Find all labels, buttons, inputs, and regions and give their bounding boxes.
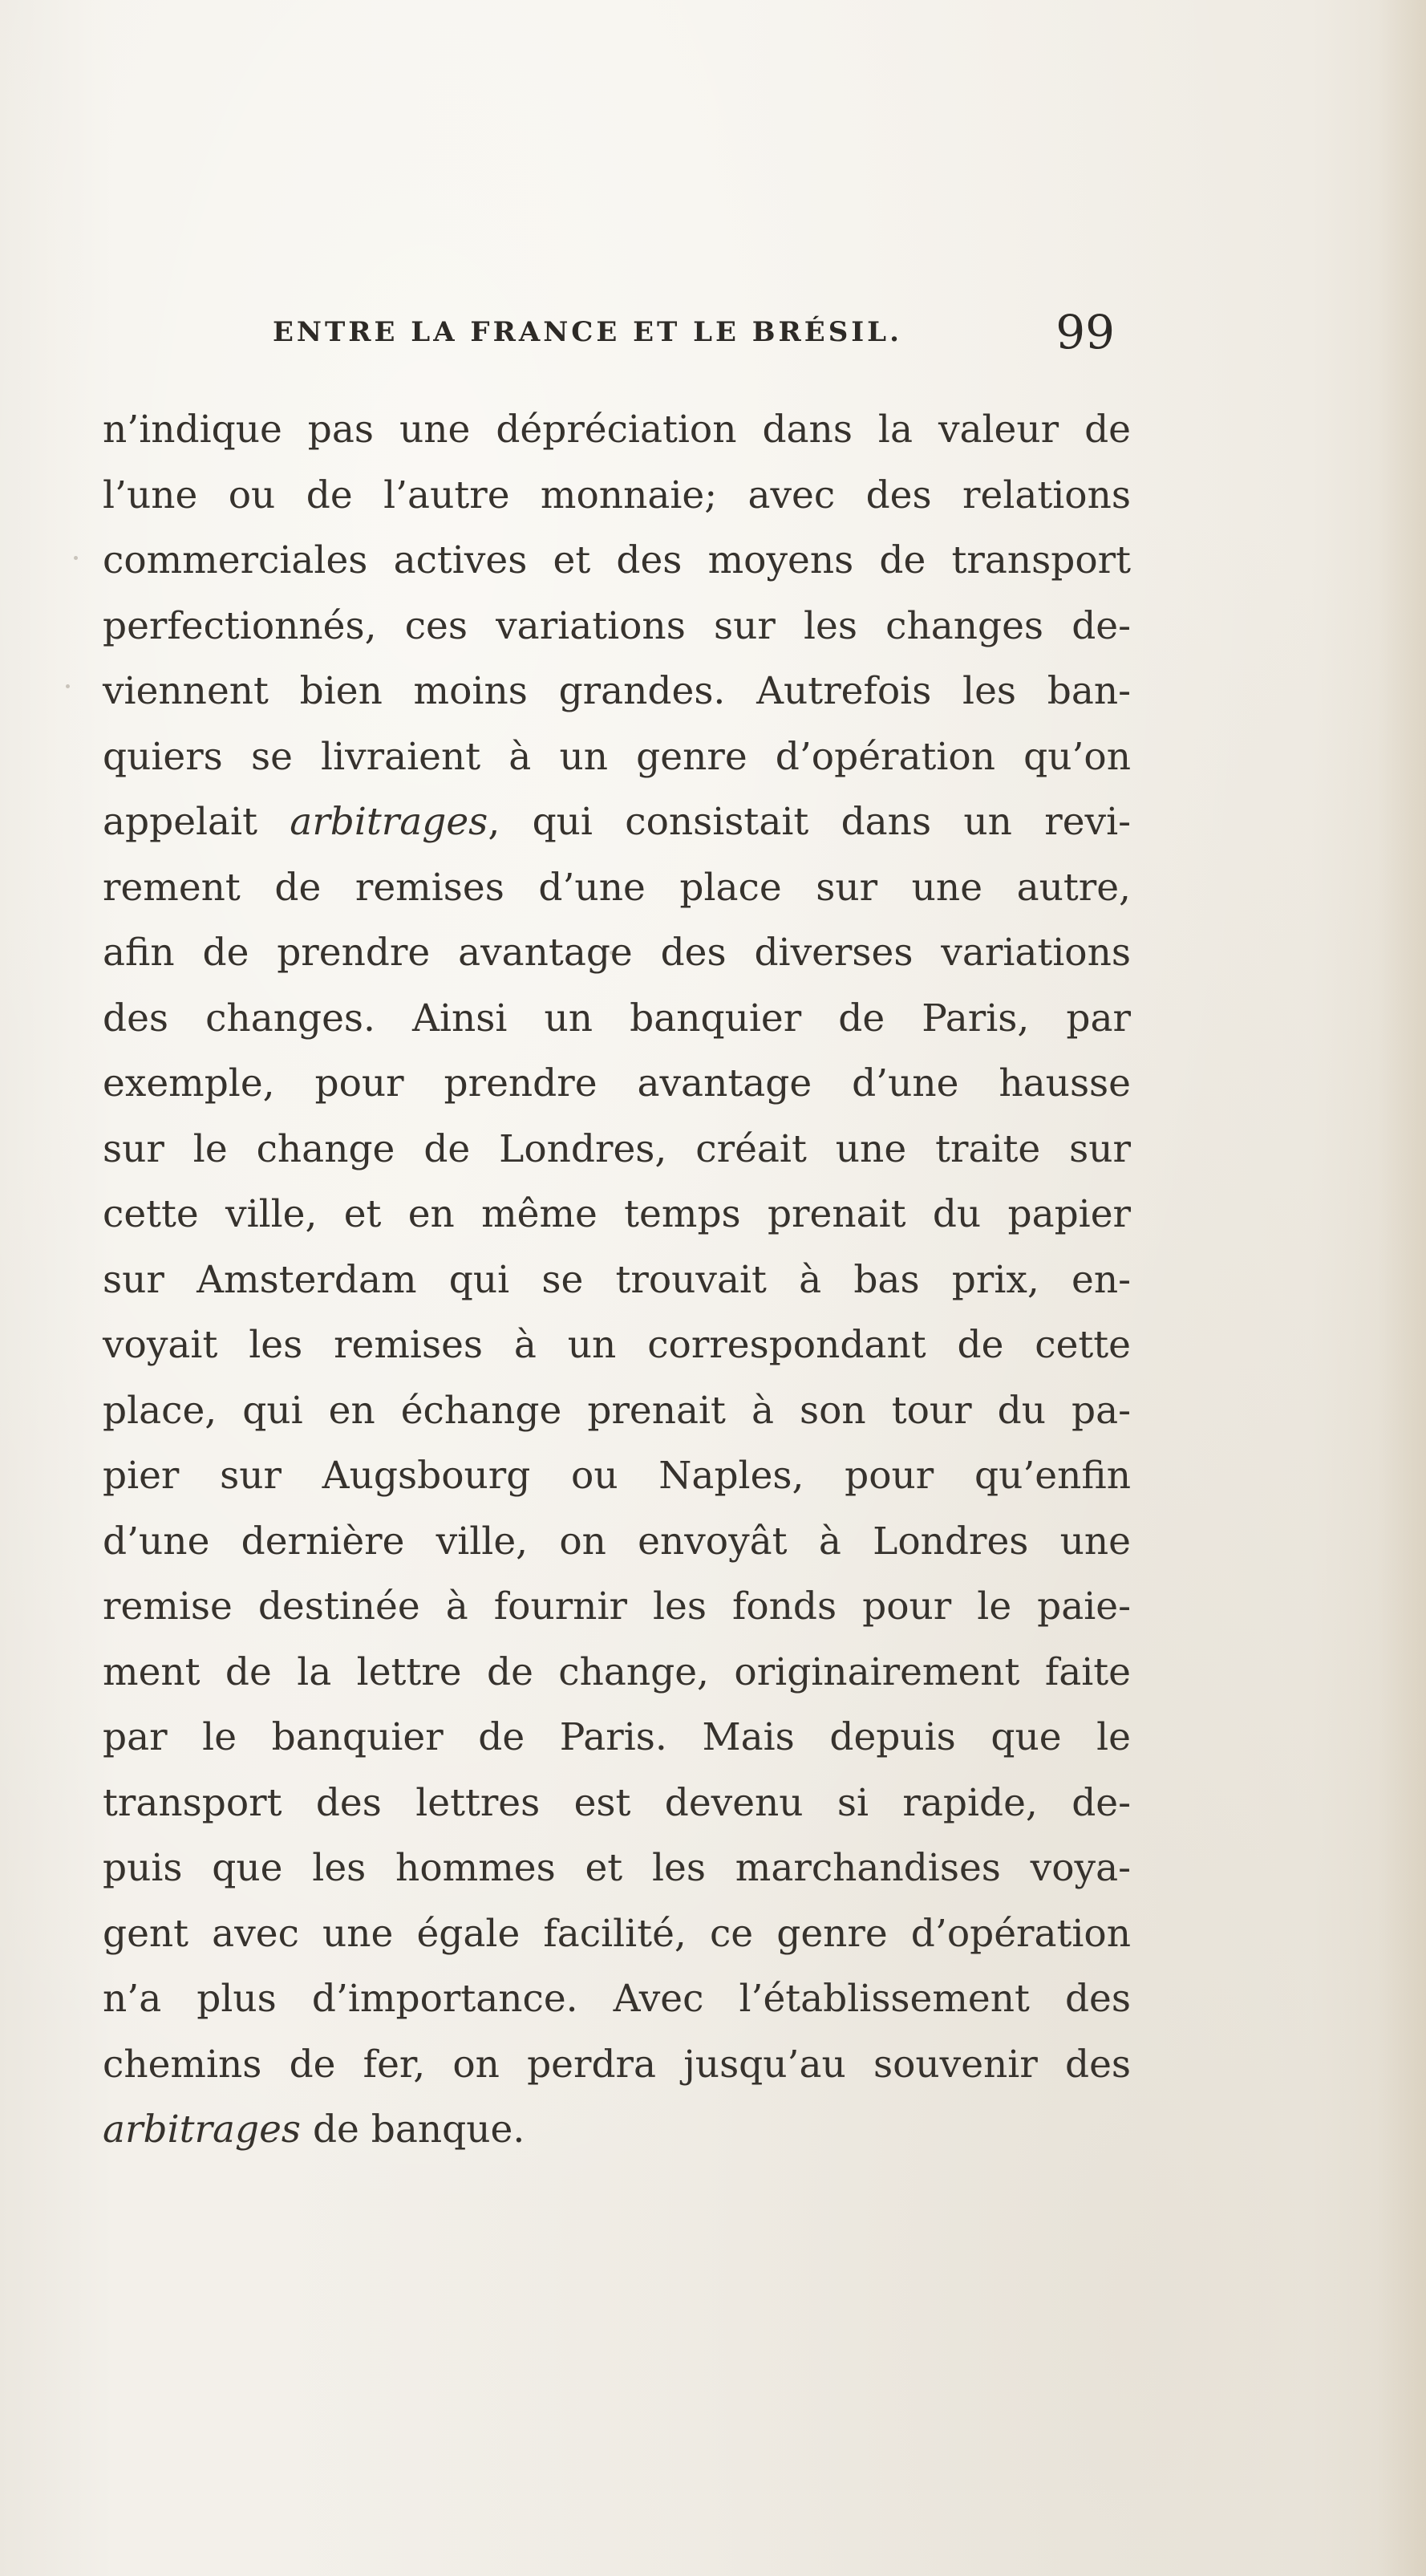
italic-term: arbitrages bbox=[290, 800, 488, 844]
text-line bbox=[103, 1509, 1131, 1575]
text-line bbox=[103, 1771, 1131, 1836]
running-head bbox=[273, 305, 1155, 369]
text-line bbox=[103, 1117, 1131, 1183]
paper-speck bbox=[66, 684, 70, 688]
text-line bbox=[103, 1182, 1131, 1247]
text-segment: commerciales actives et des moyens de transport bbox=[103, 538, 1131, 582]
text-segment: viennent bien moins grandes. Autrefois les ban- bbox=[103, 669, 1131, 713]
text-segment: chemins de fer, on perdra jusqu’au souvenir des bbox=[103, 2042, 1131, 2087]
text-segment: ment de la lettre de change, originairement faite bbox=[103, 1649, 1131, 1694]
text-line bbox=[103, 659, 1131, 724]
text-line bbox=[103, 1574, 1131, 1640]
text-segment: quiers se livraient à un genre d’opération qu’on bbox=[103, 734, 1131, 779]
text-line bbox=[103, 920, 1131, 986]
text-line bbox=[103, 1378, 1131, 1444]
text-line bbox=[103, 1640, 1131, 1706]
text-line bbox=[103, 1966, 1131, 2032]
text-segment: par le banquier de Paris. Mais depuis que le bbox=[103, 1715, 1131, 1759]
text-segment: appelait bbox=[103, 800, 290, 844]
text-line bbox=[103, 986, 1131, 1052]
text-line bbox=[103, 1247, 1131, 1313]
italic-term: arbitrages bbox=[103, 2107, 302, 2152]
text-segment: place, qui en échange prenait à son tour du pa- bbox=[103, 1388, 1131, 1433]
text-segment: n’a plus d’importance. Avec l’établissement des bbox=[103, 1977, 1131, 2021]
text-line bbox=[103, 789, 1131, 855]
text-segment: rement de remises d’une place sur une autre, bbox=[103, 865, 1131, 910]
text-line bbox=[103, 724, 1131, 790]
text-segment: remise destinée à fournir les fonds pour le paie- bbox=[103, 1584, 1131, 1629]
text-segment: de banque. bbox=[301, 2107, 525, 2152]
text-segment: exemple, pour prendre avantage d’une hausse bbox=[103, 1061, 1131, 1105]
text-segment: des changes. Ainsi un banquier de Paris, par bbox=[103, 996, 1131, 1041]
text-line bbox=[103, 1836, 1131, 1901]
running-title: ENTRE LA FRANCE ET LE BRÉSIL. bbox=[273, 316, 902, 348]
page-edge-shadow bbox=[1378, 0, 1426, 2576]
text-segment: n’indique pas une dépréciation dans la valeur de bbox=[103, 408, 1131, 452]
text-segment: l’une ou de l’autre monnaie; avec des relations bbox=[103, 473, 1131, 517]
text-line bbox=[103, 2097, 1131, 2163]
text-segment: voyait les remises à un correspondant de cette bbox=[103, 1323, 1131, 1367]
text-line bbox=[103, 1051, 1131, 1117]
text-segment: cette ville, et en même temps prenait du papier bbox=[103, 1192, 1131, 1236]
text-segment: , qui consistait dans un revi- bbox=[488, 800, 1131, 844]
text-segment: sur le change de Londres, créait une traite sur bbox=[103, 1126, 1131, 1171]
page-number: 99 bbox=[1055, 305, 1115, 359]
text-line bbox=[103, 397, 1131, 463]
paper-speck bbox=[74, 556, 78, 560]
text-line bbox=[103, 1901, 1131, 1967]
text-line bbox=[103, 463, 1131, 529]
text-line bbox=[103, 1705, 1131, 1771]
paper-speck bbox=[610, 951, 614, 955]
text-segment: perfectionnés, ces variations sur les changes de- bbox=[103, 603, 1131, 648]
text-line bbox=[103, 528, 1131, 594]
text-line bbox=[103, 1312, 1131, 1378]
text-line bbox=[103, 2032, 1131, 2098]
text-segment: pier sur Augsbourg ou Naples, pour qu’enfin bbox=[103, 1454, 1131, 1498]
body-text bbox=[103, 397, 1131, 2163]
text-segment: d’une dernière ville, on envoyât à Londres une bbox=[103, 1519, 1131, 1564]
text-line bbox=[103, 1443, 1131, 1509]
text-line bbox=[103, 855, 1131, 921]
text-line bbox=[103, 594, 1131, 659]
text-segment: sur Amsterdam qui se trouvait à bas prix, en- bbox=[103, 1257, 1131, 1302]
text-segment: transport des lettres est devenu si rapide, de- bbox=[103, 1780, 1131, 1825]
text-segment: afin de prendre avantage des diverses variations bbox=[103, 931, 1131, 975]
text-segment: puis que les hommes et les marchandises voya- bbox=[103, 1846, 1131, 1890]
text-segment: gent avec une égale facilité, ce genre d’opération bbox=[103, 1911, 1131, 1956]
